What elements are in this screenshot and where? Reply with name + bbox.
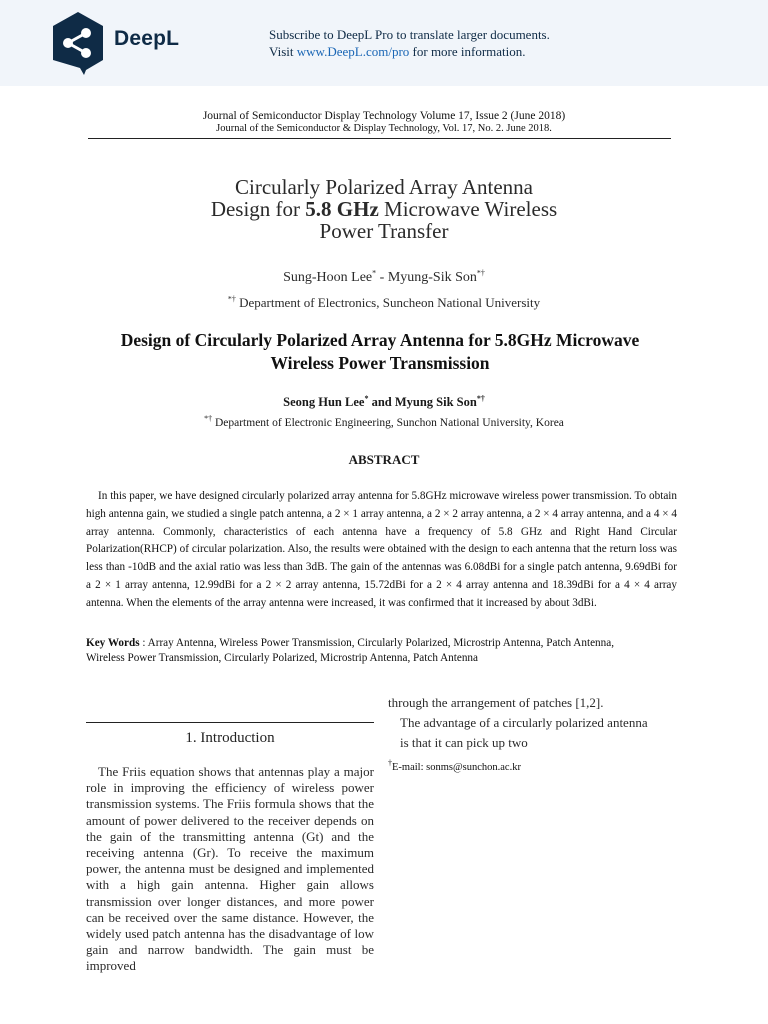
introduction-body: The Friis equation shows that antennas play a major role in improving the efficiency of wireless power transmission systems. The Friis formula shows that the amount of power delivered to the receiver depends on the gain of the transmitting antenna (Gt) and the receiving antenna (Gr). To receive the maximum power, the antenna must be designed and implemented with a high gain antenna. Higher gain allows transmission over longer distances, and more power can be received over the same distance. However, the widely used patch antenna has the disadvantage of low gain and narrow bandwidth. The gain must be improved	[86, 764, 374, 974]
english-affiliation-mark: *†	[204, 414, 213, 424]
right-column-line-1: through the arrangement of patches [1,2].	[388, 695, 604, 710]
title-frequency: 5.8 GHz	[305, 197, 379, 221]
keywords-list: : Array Antenna, Wireless Power Transmission, Circularly Polarized, Microstrip Antenna, Patch Antenna,	[139, 637, 614, 649]
deepl-banner	[0, 0, 768, 86]
header-divider	[88, 138, 671, 139]
footnote-mark: †	[388, 758, 392, 768]
right-column-line-2: The advantage of a circularly polarized antenna	[400, 715, 648, 730]
abstract-heading: ABSTRACT	[348, 452, 420, 467]
promo-text	[269, 26, 550, 60]
keywords-line-2: Wireless Power Transmission, Circularly Polarized, Microstrip Antenna, Patch Antenna	[86, 652, 478, 664]
section-title: Introduction	[196, 730, 275, 746]
english-affiliation	[0, 414, 768, 429]
keywords-label: Key Words	[86, 637, 140, 649]
affiliation-mark: *†	[227, 294, 236, 304]
english-author-1-mark: *	[364, 393, 369, 403]
section-divider	[86, 722, 374, 723]
title-line-3: Power Transfer	[319, 219, 449, 243]
english-title-line-1: Design of Circularly Polarized Array Antenna for 5.8GHz Microwave	[120, 330, 640, 350]
translated-authors	[0, 270, 768, 286]
deepl-logo-text[interactable]: DeepL	[114, 27, 180, 50]
journal-line-2: Journal of the Semiconductor & Display Technology, Vol. 17, No. 2. June 2018.	[216, 123, 552, 134]
author-1-mark: *	[372, 268, 377, 278]
translated-title	[100, 176, 668, 242]
footnote-text: E-mail: sonms@sunchon.ac.kr	[392, 762, 521, 773]
promo-suffix: for more information.	[409, 44, 526, 59]
author-2-mark: *†	[476, 268, 485, 278]
author-2: Myung-Sik Son	[387, 270, 477, 285]
right-column-line-3: is that it can pick up two	[400, 735, 528, 750]
title-line-2	[100, 198, 668, 220]
promo-visit: Visit	[269, 44, 297, 59]
footnote-email	[388, 758, 521, 773]
promo-line-2	[269, 43, 550, 60]
promo-line-1: Subscribe to DeepL Pro to translate larger documents.	[269, 27, 550, 42]
affiliation-text: Department of Electronics, Suncheon National University	[235, 295, 541, 310]
deepl-logo-icon[interactable]	[50, 10, 106, 76]
english-title	[80, 329, 680, 375]
english-affiliation-text: Department of Electronic Engineering, Sunchon National University, Korea	[212, 417, 564, 429]
translated-affiliation	[0, 295, 768, 311]
section-number: 1.	[185, 730, 197, 746]
title-prefix: Design for	[210, 197, 306, 221]
title-line-1: Circularly Polarized Array Antenna	[235, 175, 533, 199]
author-separator: -	[376, 270, 388, 285]
journal-line-1: Journal of Semiconductor Display Technology Volume 17, Issue 2 (June 2018)	[202, 110, 566, 122]
english-author-1: Seong Hun Lee	[283, 395, 365, 409]
abstract-body: In this paper, we have designed circularly polarized array antenna for 5.8GHz microwave wireless power transmission. To obtain high antenna gain, we studied a single patch antenna, a 2 × 1 array antenna, a 2 × 2 array antenna, a 2 × 4 array antenna, and a 4 × 4 array antenna. Commonly, characteristics of each antenna have a frequency of 5.8 GHz and Right Hand Circular Polarization(RHCP) of circular polarization. Also, the results were obtained with the design to each antenna that the return loss was less than -10dB and the axial ratio was less than 3dB. The gain of the antennas was 6.08dBi for a single patch antenna, 9.69dBi for a 2 × 1 array antenna, 12.99dBi for a 2 × 2 array antenna, 15.72dBi for a 2 × 4 array antenna and 18.39dBi for a 4 × 4 array antenna. When the elements of the array antenna were increased, it was confirmed that it increased by about 3dBi.	[86, 490, 677, 609]
author-1: Sung-Hoon Lee	[283, 270, 373, 285]
keywords-line-1	[86, 636, 686, 651]
keywords	[86, 636, 686, 666]
english-title-line-2: Wireless Power Transmission	[270, 353, 490, 373]
deepl-pro-link[interactable]: www.DeepL.com/pro	[296, 44, 410, 59]
right-column-text	[388, 693, 688, 753]
english-authors	[0, 395, 768, 410]
english-author-joiner: and	[368, 395, 395, 409]
title-suffix: Microwave Wireless	[378, 197, 558, 221]
english-author-2-mark: *†	[476, 393, 485, 403]
introduction-heading	[86, 730, 374, 747]
english-author-2: Myung Sik Son	[394, 395, 477, 409]
